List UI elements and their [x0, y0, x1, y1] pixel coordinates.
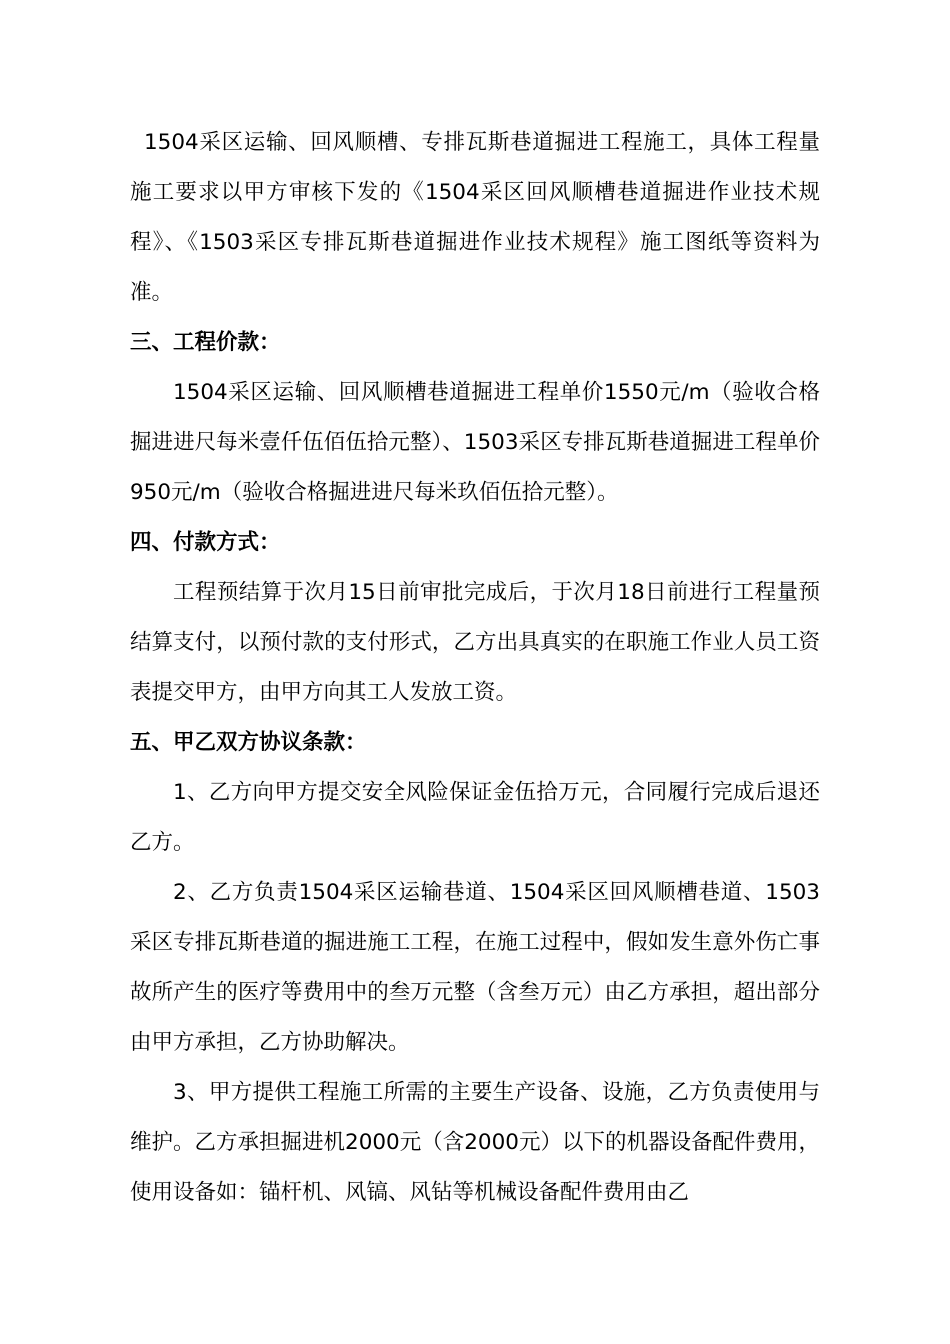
term-item-1: 1、乙方向甲方提交安全风险保证金伍拾万元，合同履行完成后退还乙方。	[130, 780, 820, 855]
term-item-2: 2、乙方负责1504采区运输巷道、1504采区回风顺槽巷道、1503采区专排瓦斯巷道的掘进施工工程，在施工过程中，假如发生意外伤亡事故所产生的医疗等费用中的叁万元整（含叁万元）由乙方承担，超出部分由甲方承担，乙方协助解决。	[130, 880, 820, 1055]
section-heading-price: 三、工程价款：	[130, 330, 281, 355]
scope-paragraph: 1504采区运输、回风顺槽、专排瓦斯巷道掘进工程施工，具体工程量施工要求以甲方审核下发的《1504采区回风顺槽巷道掘进作业技术规程》、《1503采区专排瓦斯巷道掘进作业技术规程》施工图纸等资料为准。	[130, 130, 820, 305]
price-paragraph: 1504采区运输、回风顺槽巷道掘进工程单价1550元/m（验收合格掘进进尺每米壹仟伍佰伍拾元整）、1503采区专排瓦斯巷道掘进工程单价950元/m（验收合格掘进进尺每米玖佰伍拾元整）。	[130, 380, 820, 505]
document-page	[130, 118, 820, 1218]
section-heading-terms: 五、甲乙双方协议条款：	[130, 730, 367, 755]
section-heading-payment: 四、付款方式：	[130, 530, 281, 555]
payment-paragraph: 工程预结算于次月15日前审批完成后，于次月18日前进行工程量预结算支付，以预付款的支付形式，乙方出具真实的在职施工作业人员工资表提交甲方，由甲方向其工人发放工资。	[130, 580, 820, 705]
term-item-3: 3、甲方提供工程施工所需的主要生产设备、设施，乙方负责使用与维护。乙方承担掘进机2000元（含2000元）以下的机器设备配件费用，使用设备如：锚杆机、风镐、风钻等机械设备配件费用由乙	[130, 1080, 820, 1205]
